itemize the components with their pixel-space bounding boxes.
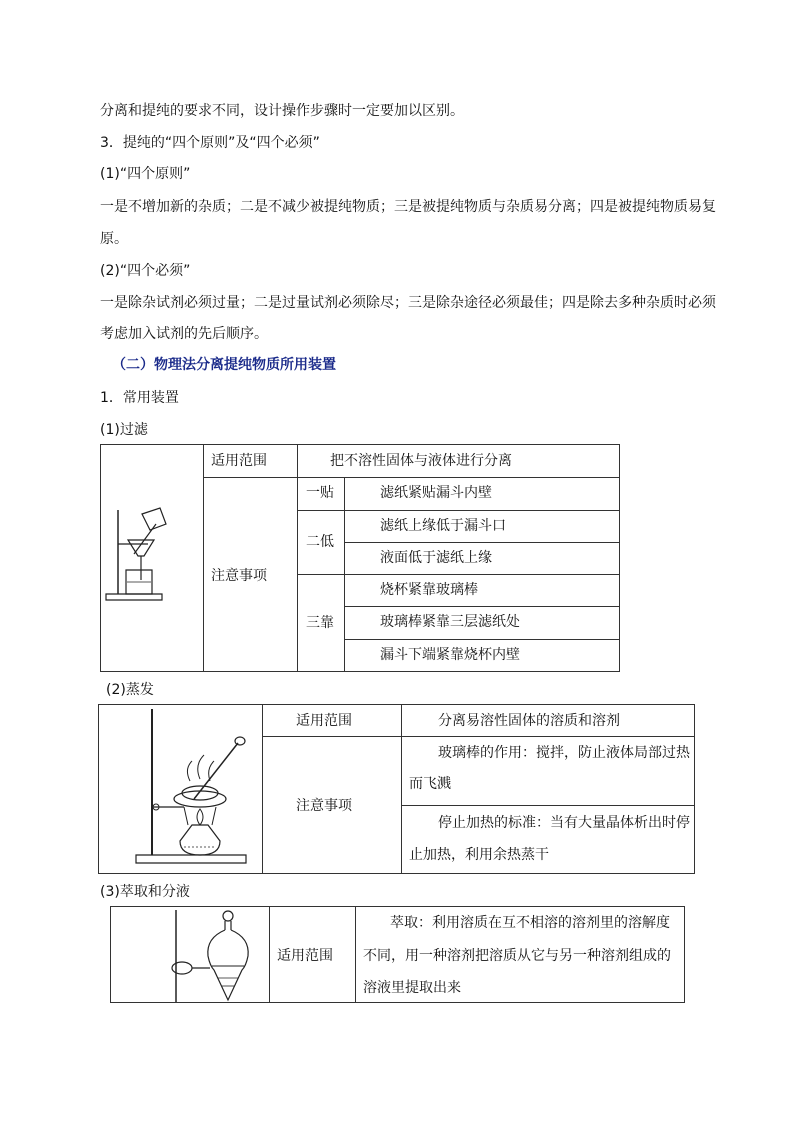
subheading-four-principles: (1)“四个原则” (100, 166, 191, 182)
evaporation-note-glass-rod-cont: 而飞溅 (409, 776, 451, 792)
filtration-apparatus-illustration (104, 506, 172, 606)
body-text-line: 考虑加入试剂的先后顺序。 (100, 326, 268, 342)
body-text-line: 分离和提纯的要求不同，设计操作步骤时一定要加以区别。 (100, 103, 464, 119)
filtration-group-two-low: 二低 (306, 534, 334, 550)
evaporation-notes-label: 注意事项 (296, 798, 352, 814)
filtration-group-three-lean: 三靠 (306, 615, 334, 631)
filtration-note-item: 滤纸上缘低于漏斗口 (380, 518, 506, 534)
extraction-title: (3)萃取和分液 (100, 884, 190, 900)
evaporation-title: (2)蒸发 (106, 682, 154, 698)
extraction-scope-label: 适用范围 (277, 948, 333, 964)
evaporation-note-stop-heating-cont: 止加热，利用余热蒸干 (409, 847, 549, 863)
filtration-group-one-stick: 一贴 (306, 485, 334, 501)
evaporation-scope-value: 分离易溶性固体的溶质和溶剂 (438, 713, 620, 729)
evaporation-note-stop-heating: 停止加热的标准：当有大量晶体析出时停 (438, 815, 690, 831)
filtration-note-item: 漏斗下端紧靠烧杯内壁 (380, 647, 520, 663)
body-text-line: 一是除杂试剂必须过量；二是过量试剂必须除尽；三是除杂途径必须最佳；四是除去多种杂质时必须 (100, 295, 716, 311)
evaporation-note-glass-rod: 玻璃棒的作用：搅拌，防止液体局部过热 (438, 745, 690, 761)
evaporation-apparatus-illustration (126, 707, 258, 867)
filtration-note-item: 烧杯紧靠玻璃棒 (380, 582, 478, 598)
filtration-scope-label: 适用范围 (211, 453, 267, 469)
filtration-scope-value: 把不溶性固体与液体进行分离 (330, 453, 512, 469)
extraction-scope-line: 不同，用一种溶剂把溶质从它与另一种溶剂组成的 (363, 948, 671, 964)
filtration-notes-label: 注意事项 (211, 568, 267, 584)
extraction-scope-line: 萃取：利用溶质在互不相溶的溶剂里的溶解度 (390, 915, 670, 931)
filtration-note-item: 滤纸紧贴漏斗内壁 (380, 485, 492, 501)
section-heading: （二）物理法分离提纯物质所用装置 (112, 357, 336, 373)
body-text-line: 一是不增加新的杂质；二是不减少被提纯物质；三是被提纯物质与杂质易分离；四是被提纯物质易复 (100, 199, 716, 215)
separatory-funnel-illustration (158, 908, 258, 1002)
subheading-purification-principles: 3．提纯的“四个原则”及“四个必须” (100, 135, 320, 151)
filtration-title: (1)过滤 (100, 422, 148, 438)
filtration-note-item: 液面低于滤纸上缘 (380, 550, 492, 566)
subheading-four-musts: (2)“四个必须” (100, 263, 191, 279)
subheading-common-apparatus: 1．常用装置 (100, 390, 179, 406)
filtration-note-item: 玻璃棒紧靠三层滤纸处 (380, 614, 520, 630)
body-text-line: 原。 (100, 231, 128, 247)
evaporation-scope-label: 适用范围 (296, 713, 352, 729)
extraction-scope-line: 溶液里提取出来 (363, 980, 461, 996)
filtration-table (100, 444, 620, 672)
